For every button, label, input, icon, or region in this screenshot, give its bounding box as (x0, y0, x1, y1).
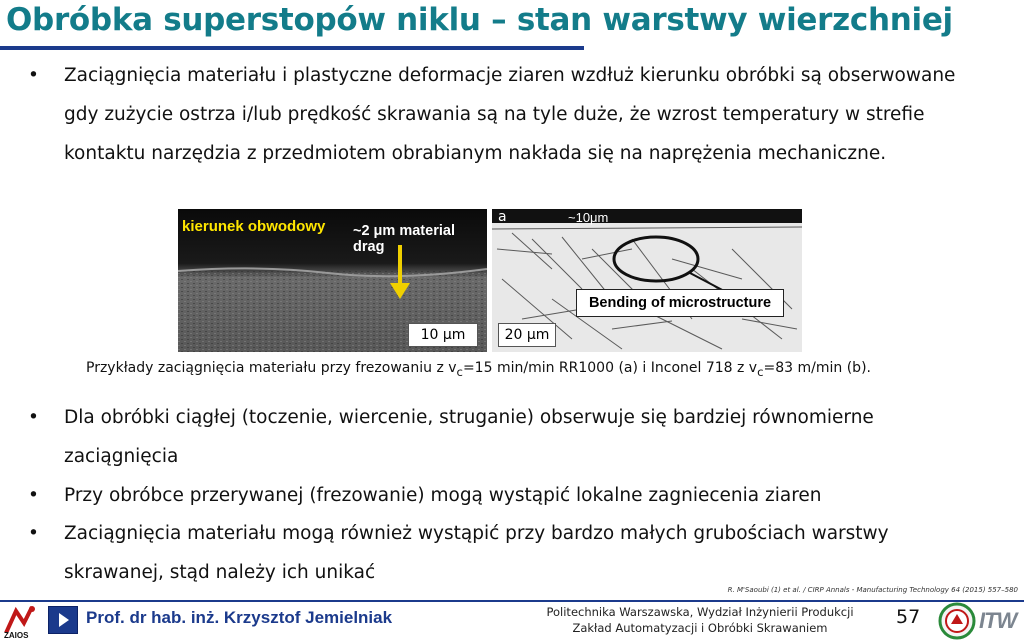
bullet-line: Zaciągnięcia materiału mogą również wystąpić przy bardzo małych grubościach warstwy (64, 523, 889, 544)
bullet-text (64, 514, 984, 592)
footer-rule (0, 600, 1024, 602)
citation: R. M'Saoubi (1) et al. / CIRP Annals - Manufacturing Technology 64 (2015) 557–580 (727, 586, 1018, 594)
caption-part: Przykłady zaciągnięcia materiału przy frezowaniu z v (86, 360, 457, 376)
bullet-line: gdy zużycie ostrza i/lub prędkość skrawania są na tyle duże, że wzrost temperatury w strefie (64, 104, 925, 125)
caption-subscript: c (456, 364, 463, 379)
bullet-text (64, 476, 984, 515)
direction-label: kierunek obwodowy (182, 218, 326, 235)
footer-author: Prof. dr hab. inż. Krzysztof Jemielniak (86, 608, 393, 627)
bullet-text (64, 56, 984, 173)
caption-subscript: c (757, 364, 764, 379)
caption-part: =83 m/min (b). (763, 360, 871, 376)
bending-label: Bending of microstructure (576, 289, 784, 317)
institution-line: Politechnika Warszawska, Wydział Inżynierii Produkcji (546, 605, 854, 619)
scale-bar-right: 20 μm (498, 323, 556, 347)
drag-label: ~2 μm material drag (353, 223, 455, 255)
bullet-dot: • (28, 523, 39, 544)
page-number: 57 (896, 606, 921, 628)
figure-caption (86, 360, 871, 379)
zaios-logo-icon (2, 603, 42, 639)
pw-crest-icon (937, 602, 977, 640)
depth-label: ~10μm (568, 210, 609, 225)
footer-institution (540, 604, 860, 636)
bullet-line: Zaciągnięcia materiału i plastyczne deformacje ziaren wzdłuż kierunku obróbki są obserwowane (64, 65, 956, 86)
bullet-dot: • (28, 407, 39, 428)
bullet-line: skrawanej, stąd należy ich unikać (64, 562, 376, 583)
institution-line: Zakład Automatyzacji i Obróbki Skrawaniem (572, 621, 828, 635)
bullet-line: Przy obróbce przerywanej (frezowanie) mogą wystąpić lokalne zagniecenia ziaren (64, 485, 822, 506)
page-title: Obróbka superstopów niklu – stan warstwy wierzchniej (6, 2, 953, 38)
micrograph-left (178, 209, 487, 352)
bullet-dot: • (28, 65, 39, 86)
scale-bar-left: 10 μm (408, 323, 478, 347)
title-underline (0, 46, 584, 50)
panel-letter: a (498, 209, 507, 225)
nav-arrow-icon[interactable] (48, 606, 78, 634)
caption-part: =15 min/min RR1000 (a) i Inconel 718 z v (462, 360, 758, 376)
itw-logo-icon: ITW (979, 608, 1017, 633)
bullet-line: Dla obróbki ciągłej (toczenie, wiercenie, struganie) obserwuje się bardziej równomierne (64, 407, 874, 428)
zaios-logo-text: ZAIOS (4, 631, 29, 639)
bullet-dot: • (28, 485, 39, 506)
bullet-line: kontaktu narzędzia z przedmiotem obrabianym nakłada się na naprężenia mechaniczne. (64, 143, 887, 164)
bullet-line: zaciągnięcia (64, 446, 179, 467)
bullet-text (64, 398, 984, 476)
micrograph-right (492, 209, 802, 352)
